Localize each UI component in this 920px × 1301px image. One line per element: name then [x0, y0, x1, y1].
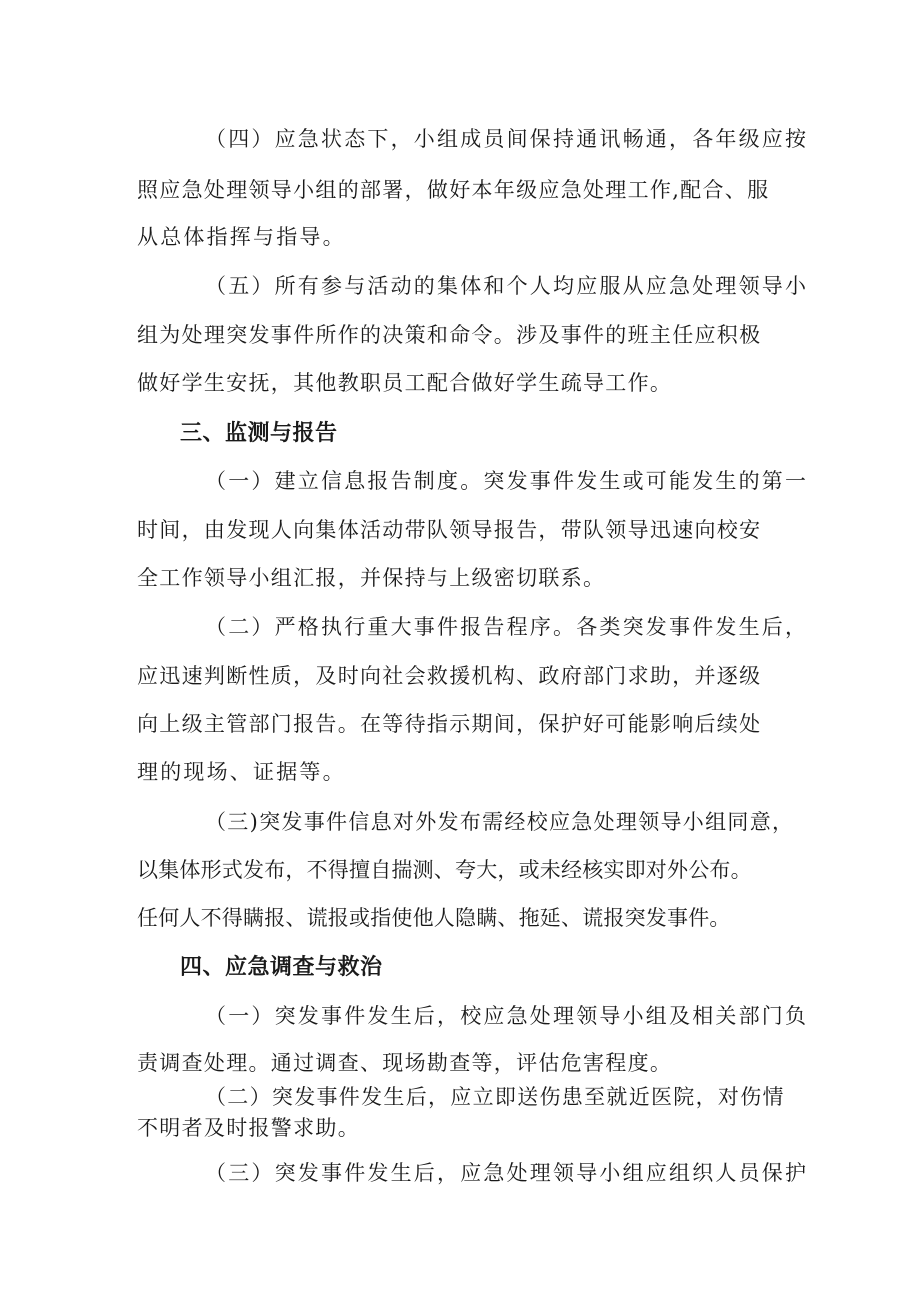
paragraph-line: （四）应急状态下，小组成员间保持通讯畅通，各年级应按: [205, 127, 809, 151]
section-heading: 三、监测与报告: [180, 421, 338, 446]
paragraph-line: （一）建立信息报告制度。突发事件发生或可能发生的第一: [205, 469, 809, 493]
paragraph-line: 以集体形式发布，不得擅自揣测、夸大，或未经核实即对外公布。: [137, 858, 752, 882]
paragraph-line: （二）严格执行重大事件报告程序。各类突发事件发生后，: [205, 615, 809, 639]
paragraph-line: 从总体指挥与指导。: [137, 225, 346, 249]
paragraph-line: 照应急处理领导小组的部署，做好本年级应急处理工作,配合、服: [137, 178, 770, 202]
section-heading: 四、应急调查与救治: [180, 955, 383, 980]
paragraph-line: （五）所有参与活动的集体和个人均应服从应急处理领导小: [205, 274, 809, 298]
paragraph-line: （三)突发事件信息对外发布需经校应急处理领导小组同意，: [205, 810, 795, 834]
paragraph-line: 应迅速判断性质，及时向社会救援机构、政府部门求助，并逐级: [137, 664, 762, 688]
paragraph-line: 任何人不得瞒报、谎报或指使他人隐瞒、拖延、谎报突发事件。: [137, 906, 731, 930]
paragraph-line: 责调查处理。通过调查、现场勘查等，评估危害程度。: [137, 1051, 673, 1075]
paragraph-line: （一）突发事件发生后，校应急处理领导小组及相关部门负: [205, 1004, 809, 1028]
paragraph-line: 做好学生安抚，其他教职员工配合做好学生疏导工作。: [137, 371, 673, 395]
paragraph-line: 时间，由发现人向集体活动带队领导报告，带队领导迅速向校安: [137, 518, 762, 542]
paragraph-line: 不明者及时报警求助。: [137, 1116, 360, 1140]
paragraph-line: 理的现场、证据等。: [137, 760, 346, 784]
paragraph-line: （二）突发事件发生后，应立即送伤患至就近医院，对伤情: [205, 1085, 785, 1109]
paragraph-line: （三）突发事件发生后，应急处理领导小组应组织人员保护: [205, 1161, 809, 1185]
paragraph-line: 组为处理突发事件所作的决策和命令。涉及事件的班主任应积极: [137, 323, 762, 347]
paragraph-line: 向上级主管部门报告。在等待指示期间，保护好可能影响后续处: [137, 712, 762, 736]
paragraph-line: 全工作领导小组汇报，并保持与上级密切联系。: [137, 566, 606, 590]
